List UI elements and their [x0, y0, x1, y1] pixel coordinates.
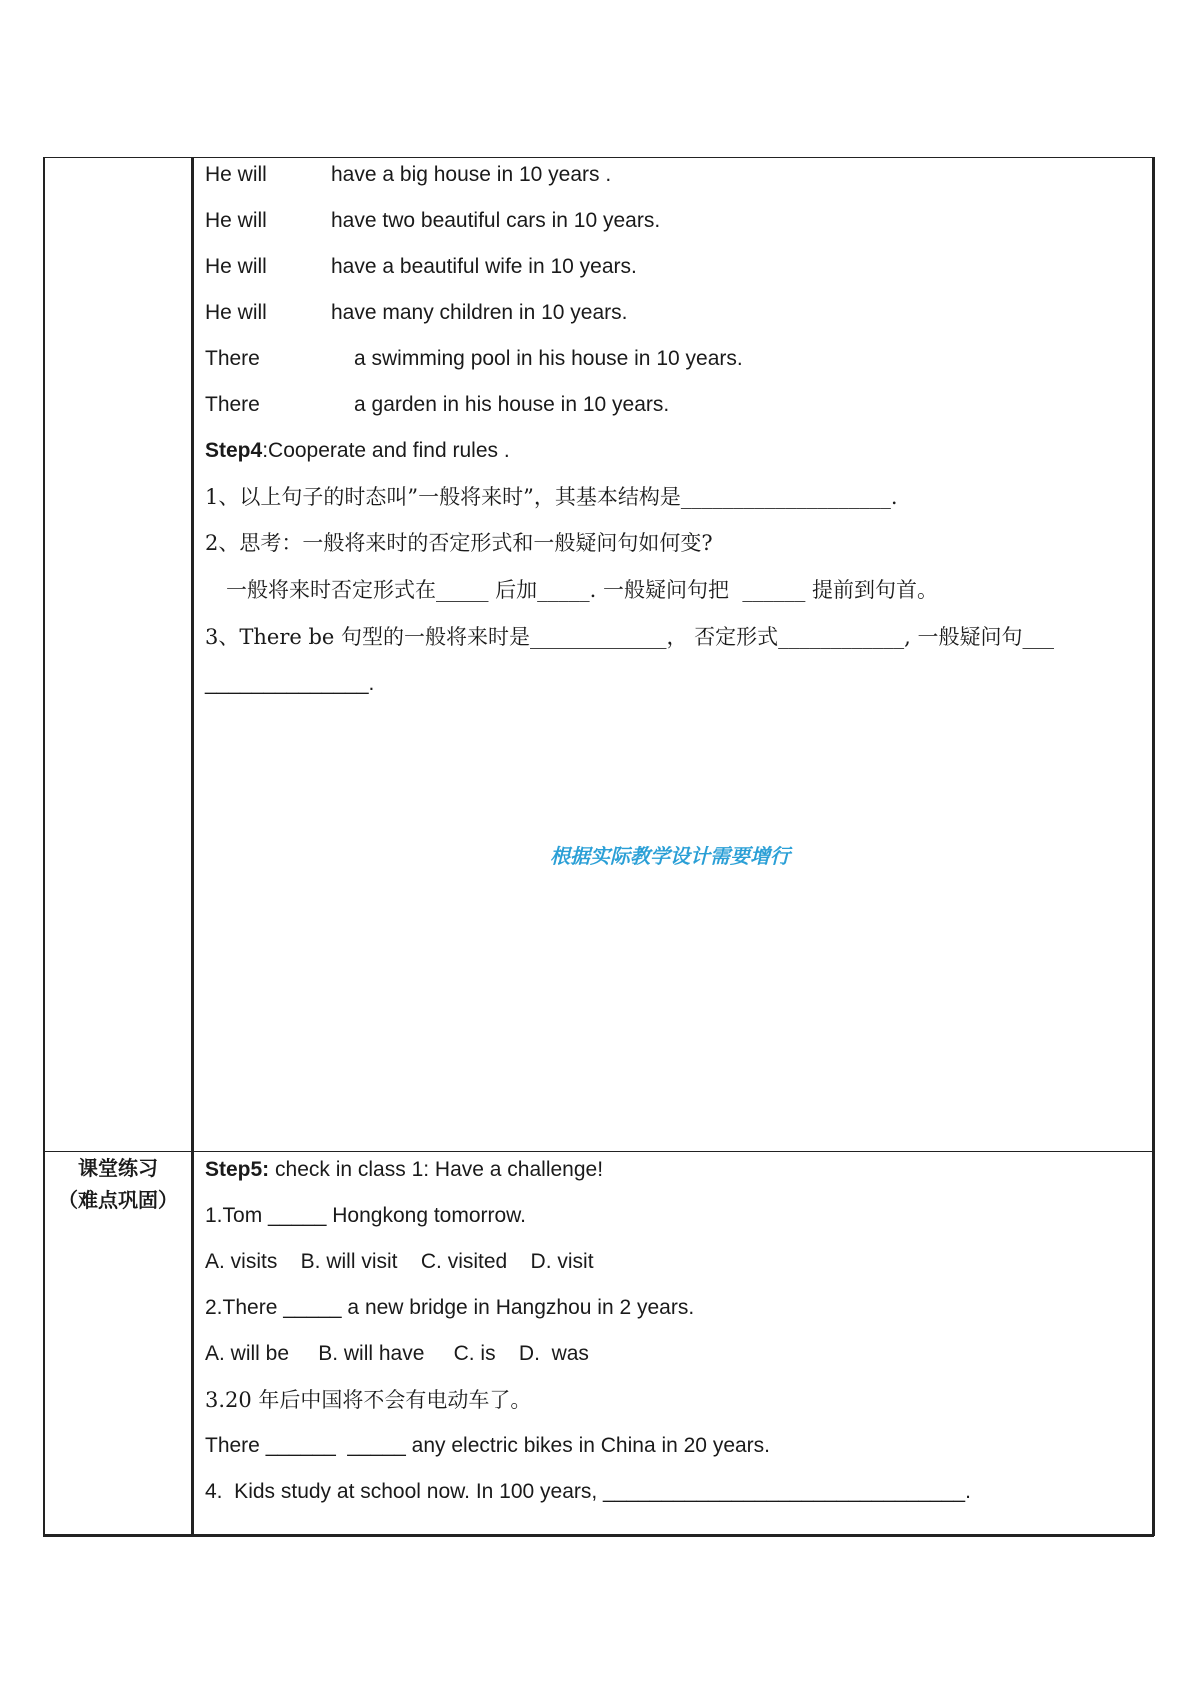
- exercise-2: 2.There _____ a new bridge in Hangzhou in 2 years.: [205, 1296, 695, 1319]
- table-right-border: [1152, 157, 1155, 1536]
- practice-sublabel: （难点巩固）: [58, 1190, 178, 1212]
- sentence-5: There a swimming pool in his house in 10 years.: [205, 347, 743, 370]
- exercise-1: 1.Tom _____ Hongkong tomorrow.: [205, 1204, 527, 1227]
- exercise-3-answer: There ______ _____ any electric bikes in China in 20 years.: [205, 1434, 771, 1457]
- step4-heading: Step4:Cooperate and find rules .: [205, 439, 510, 462]
- table-left-border: [43, 157, 45, 1536]
- sentence-1: He will have a big house in 10 years .: [205, 163, 612, 186]
- practice-label: 课堂练习: [78, 1158, 158, 1180]
- add-rows-note: 根据实际教学设计需要增行: [550, 846, 790, 868]
- question-1: 1、以上句子的时态叫”一般将来时”，其基本结构是____________________.: [205, 485, 898, 509]
- sentence-6: There a garden in his house in 10 years.: [205, 393, 670, 416]
- exercise-2-options: A. will be B. will have C. is D. was: [205, 1342, 589, 1365]
- question-3-continuation: ______________.: [205, 672, 375, 695]
- table-column-divider: [191, 157, 194, 1536]
- step5-heading: Step5: check in class 1: Have a challenge!: [205, 1158, 604, 1181]
- table-bottom-border: [43, 1534, 1154, 1537]
- question-2: 2、思考：一般将来时的否定形式和一般疑问句如何变?: [205, 531, 713, 555]
- exercise-1-options: A. visits B. will visit C. visited D. visit: [205, 1250, 594, 1273]
- exercise-3: 3.20 年后中国将不会有电动车了。: [205, 1388, 532, 1412]
- sentence-3: He will have a beautiful wife in 10 years.: [205, 255, 637, 278]
- sentence-4: He will have many children in 10 years.: [205, 301, 628, 324]
- table-top-border: [43, 157, 1154, 158]
- table-row-divider: [43, 1151, 1154, 1152]
- sentence-2: He will have two beautiful cars in 10 years.: [205, 209, 661, 232]
- question-3: 3、There be 句型的一般将来时是_____________， 否定形式____________, 一般疑问句___: [205, 625, 1055, 649]
- exercise-4: 4. Kids study at school now. In 100 years, _______________________________.: [205, 1480, 971, 1503]
- question-2-answer: 一般将来时否定形式在_____ 后加_____. 一般疑问句把 ______ 提前到句首。: [226, 578, 939, 602]
